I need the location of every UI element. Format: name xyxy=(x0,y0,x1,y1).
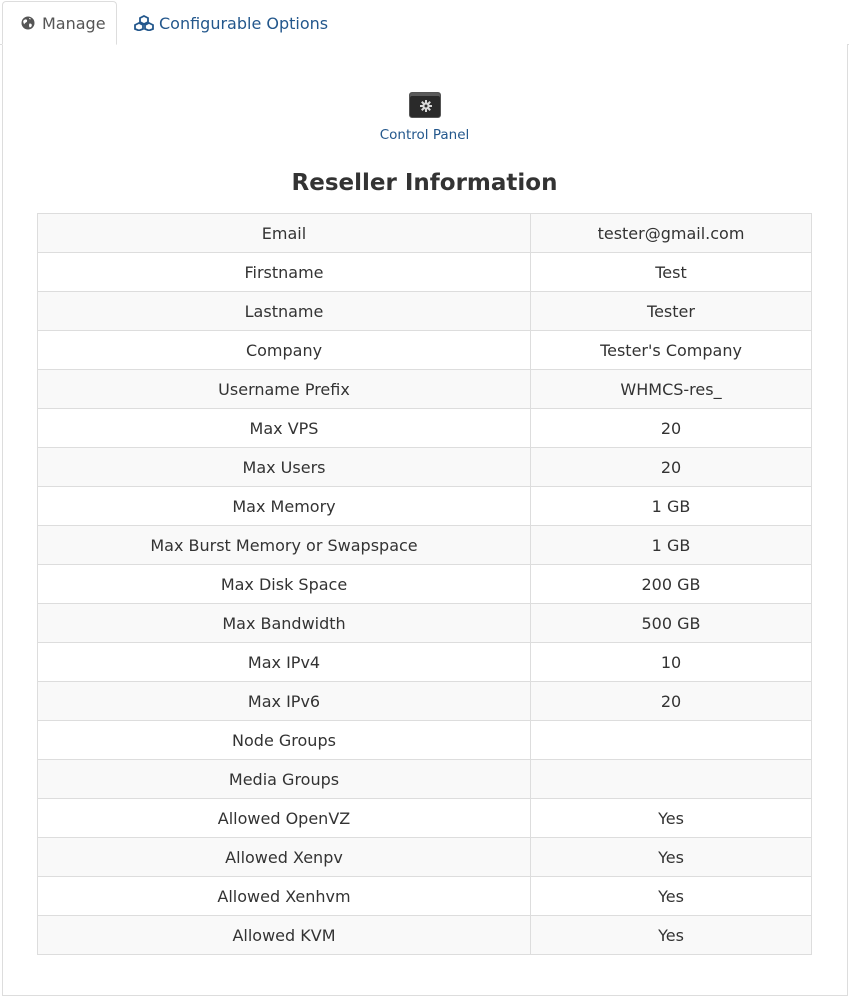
row-value: tester@gmail.com xyxy=(531,214,812,253)
cubes-icon xyxy=(134,15,154,31)
table-row xyxy=(38,409,812,448)
table-row xyxy=(38,370,812,409)
row-label: Max Burst Memory or Swapspace xyxy=(38,526,531,565)
table-row xyxy=(38,292,812,331)
table-row xyxy=(38,760,812,799)
row-value: Test xyxy=(531,253,812,292)
table-row xyxy=(38,799,812,838)
table-row xyxy=(38,877,812,916)
row-label: Max IPv6 xyxy=(38,682,531,721)
row-label: Company xyxy=(38,331,531,370)
row-label: Lastname xyxy=(38,292,531,331)
table-row xyxy=(38,838,812,877)
row-label: Username Prefix xyxy=(38,370,531,409)
row-value: Tester's Company xyxy=(531,331,812,370)
table-row xyxy=(38,643,812,682)
row-value: Tester xyxy=(531,292,812,331)
table-row xyxy=(38,331,812,370)
row-value: 20 xyxy=(531,682,812,721)
table-row xyxy=(38,721,812,760)
table-row xyxy=(38,487,812,526)
row-value: 10 xyxy=(531,643,812,682)
row-value: Yes xyxy=(531,838,812,877)
row-value: WHMCS-res_ xyxy=(531,370,812,409)
row-label: Allowed KVM xyxy=(38,916,531,955)
row-label: Max Bandwidth xyxy=(38,604,531,643)
row-value: 500 GB xyxy=(531,604,812,643)
table-row xyxy=(38,253,812,292)
row-label: Media Groups xyxy=(38,760,531,799)
row-label: Allowed Xenpv xyxy=(38,838,531,877)
row-label: Firstname xyxy=(38,253,531,292)
row-label: Max Disk Space xyxy=(38,565,531,604)
control-panel-icon[interactable] xyxy=(409,92,441,118)
reseller-info-body xyxy=(38,214,812,955)
reseller-info-table xyxy=(37,213,812,955)
tab-configurable-options[interactable] xyxy=(134,1,334,45)
row-label: Allowed Xenhvm xyxy=(38,877,531,916)
row-label: Node Groups xyxy=(38,721,531,760)
row-value: 20 xyxy=(531,409,812,448)
tab-configurable-options-label: Configurable Options xyxy=(159,13,329,33)
tab-manage[interactable] xyxy=(2,1,117,45)
table-row xyxy=(38,448,812,487)
table-row xyxy=(38,214,812,253)
table-row xyxy=(38,526,812,565)
row-value xyxy=(531,760,812,799)
table-row xyxy=(38,682,812,721)
row-value xyxy=(531,721,812,760)
row-value: Yes xyxy=(531,877,812,916)
control-panel-link[interactable] xyxy=(0,92,849,143)
row-value: 20 xyxy=(531,448,812,487)
row-label: Max IPv4 xyxy=(38,643,531,682)
row-label: Max Memory xyxy=(38,487,531,526)
row-value: Yes xyxy=(531,799,812,838)
tab-bar xyxy=(0,0,849,45)
row-label: Max Users xyxy=(38,448,531,487)
tab-manage-label: Manage xyxy=(42,13,106,33)
row-label: Email xyxy=(38,214,531,253)
row-value: Yes xyxy=(531,916,812,955)
row-label: Max VPS xyxy=(38,409,531,448)
globe-icon xyxy=(20,15,36,31)
control-panel-label[interactable]: Control Panel xyxy=(379,127,470,143)
row-label: Allowed OpenVZ xyxy=(38,799,531,838)
page-title: Reseller Information xyxy=(291,170,558,196)
table-row xyxy=(38,604,812,643)
row-value: 1 GB xyxy=(531,487,812,526)
row-value: 200 GB xyxy=(531,565,812,604)
row-value: 1 GB xyxy=(531,526,812,565)
table-row xyxy=(38,916,812,955)
table-row xyxy=(38,565,812,604)
